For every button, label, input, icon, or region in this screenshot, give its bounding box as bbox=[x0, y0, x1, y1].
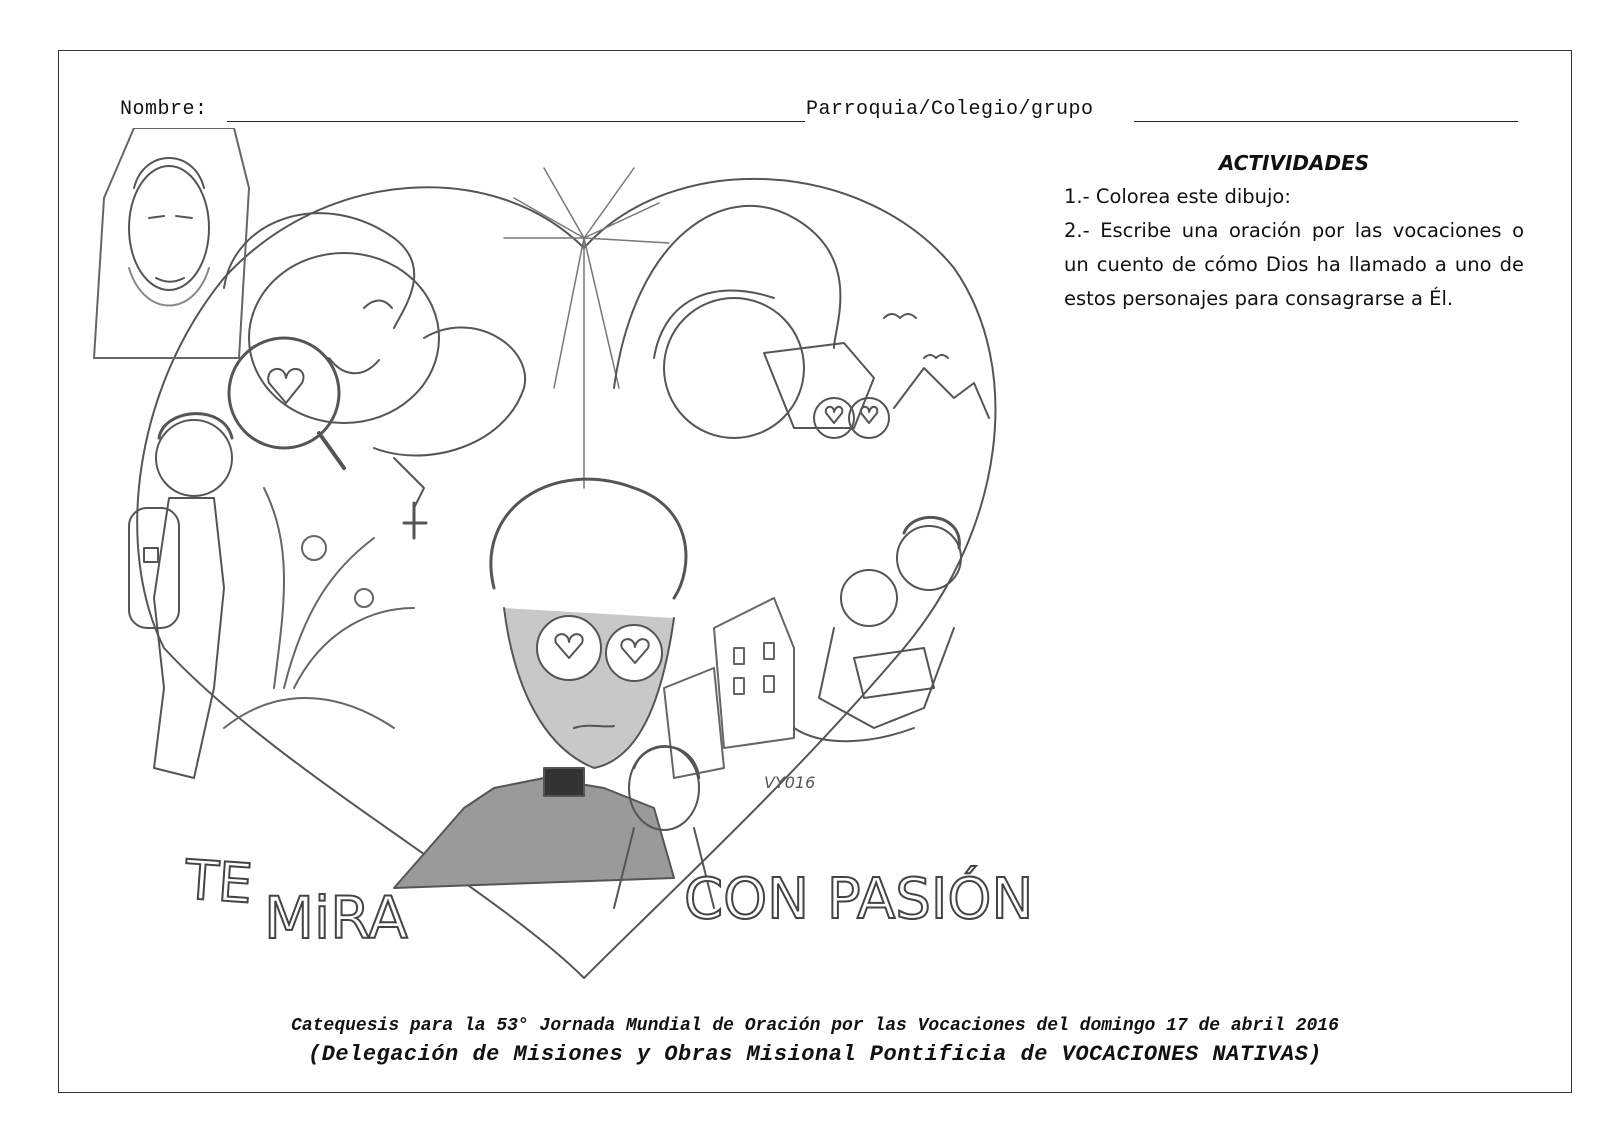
footer-line-1: Catequesis para la 53° Jornada Mundial de Oración por las Vocaciones del domingo 17 de abril 2016 bbox=[291, 1016, 1339, 1036]
title-word-mira: MiRA bbox=[264, 884, 408, 952]
coloring-illustration bbox=[74, 128, 1042, 1008]
artist-signature: VY016 bbox=[764, 773, 816, 792]
activities-panel bbox=[1064, 146, 1524, 316]
title-words-con-pasion: CON PASIÓN bbox=[684, 867, 1034, 932]
jesus-portrait bbox=[94, 128, 249, 358]
footer-line-2: (Delegación de Misiones y Obras Misional Pontificia de VOCACIONES NATIVAS) bbox=[308, 1042, 1322, 1067]
parish-label: Parroquia/Colegio/grupo bbox=[806, 98, 1094, 121]
plants bbox=[224, 488, 414, 728]
boy-with-glasses bbox=[394, 479, 686, 888]
nun-with-binoculars bbox=[614, 206, 989, 438]
parish-field-line bbox=[1134, 121, 1518, 122]
children-reading bbox=[794, 517, 961, 741]
activities-title: ACTIVIDADES bbox=[1218, 151, 1370, 175]
name-field-line bbox=[227, 121, 805, 122]
light-rays bbox=[504, 168, 669, 488]
title-word-te: TE bbox=[183, 848, 255, 916]
boy-with-magnifier bbox=[224, 213, 525, 538]
name-label: Nombre: bbox=[120, 98, 208, 121]
activity-item-1: 1.- Colorea este dibujo: bbox=[1064, 185, 1291, 208]
activity-item-2: 2.- Escribe una oración por las vocaciones o un cuento de cómo Dios ha llamado a uno de estos personajes para consagrarse a Él. bbox=[1064, 219, 1524, 310]
